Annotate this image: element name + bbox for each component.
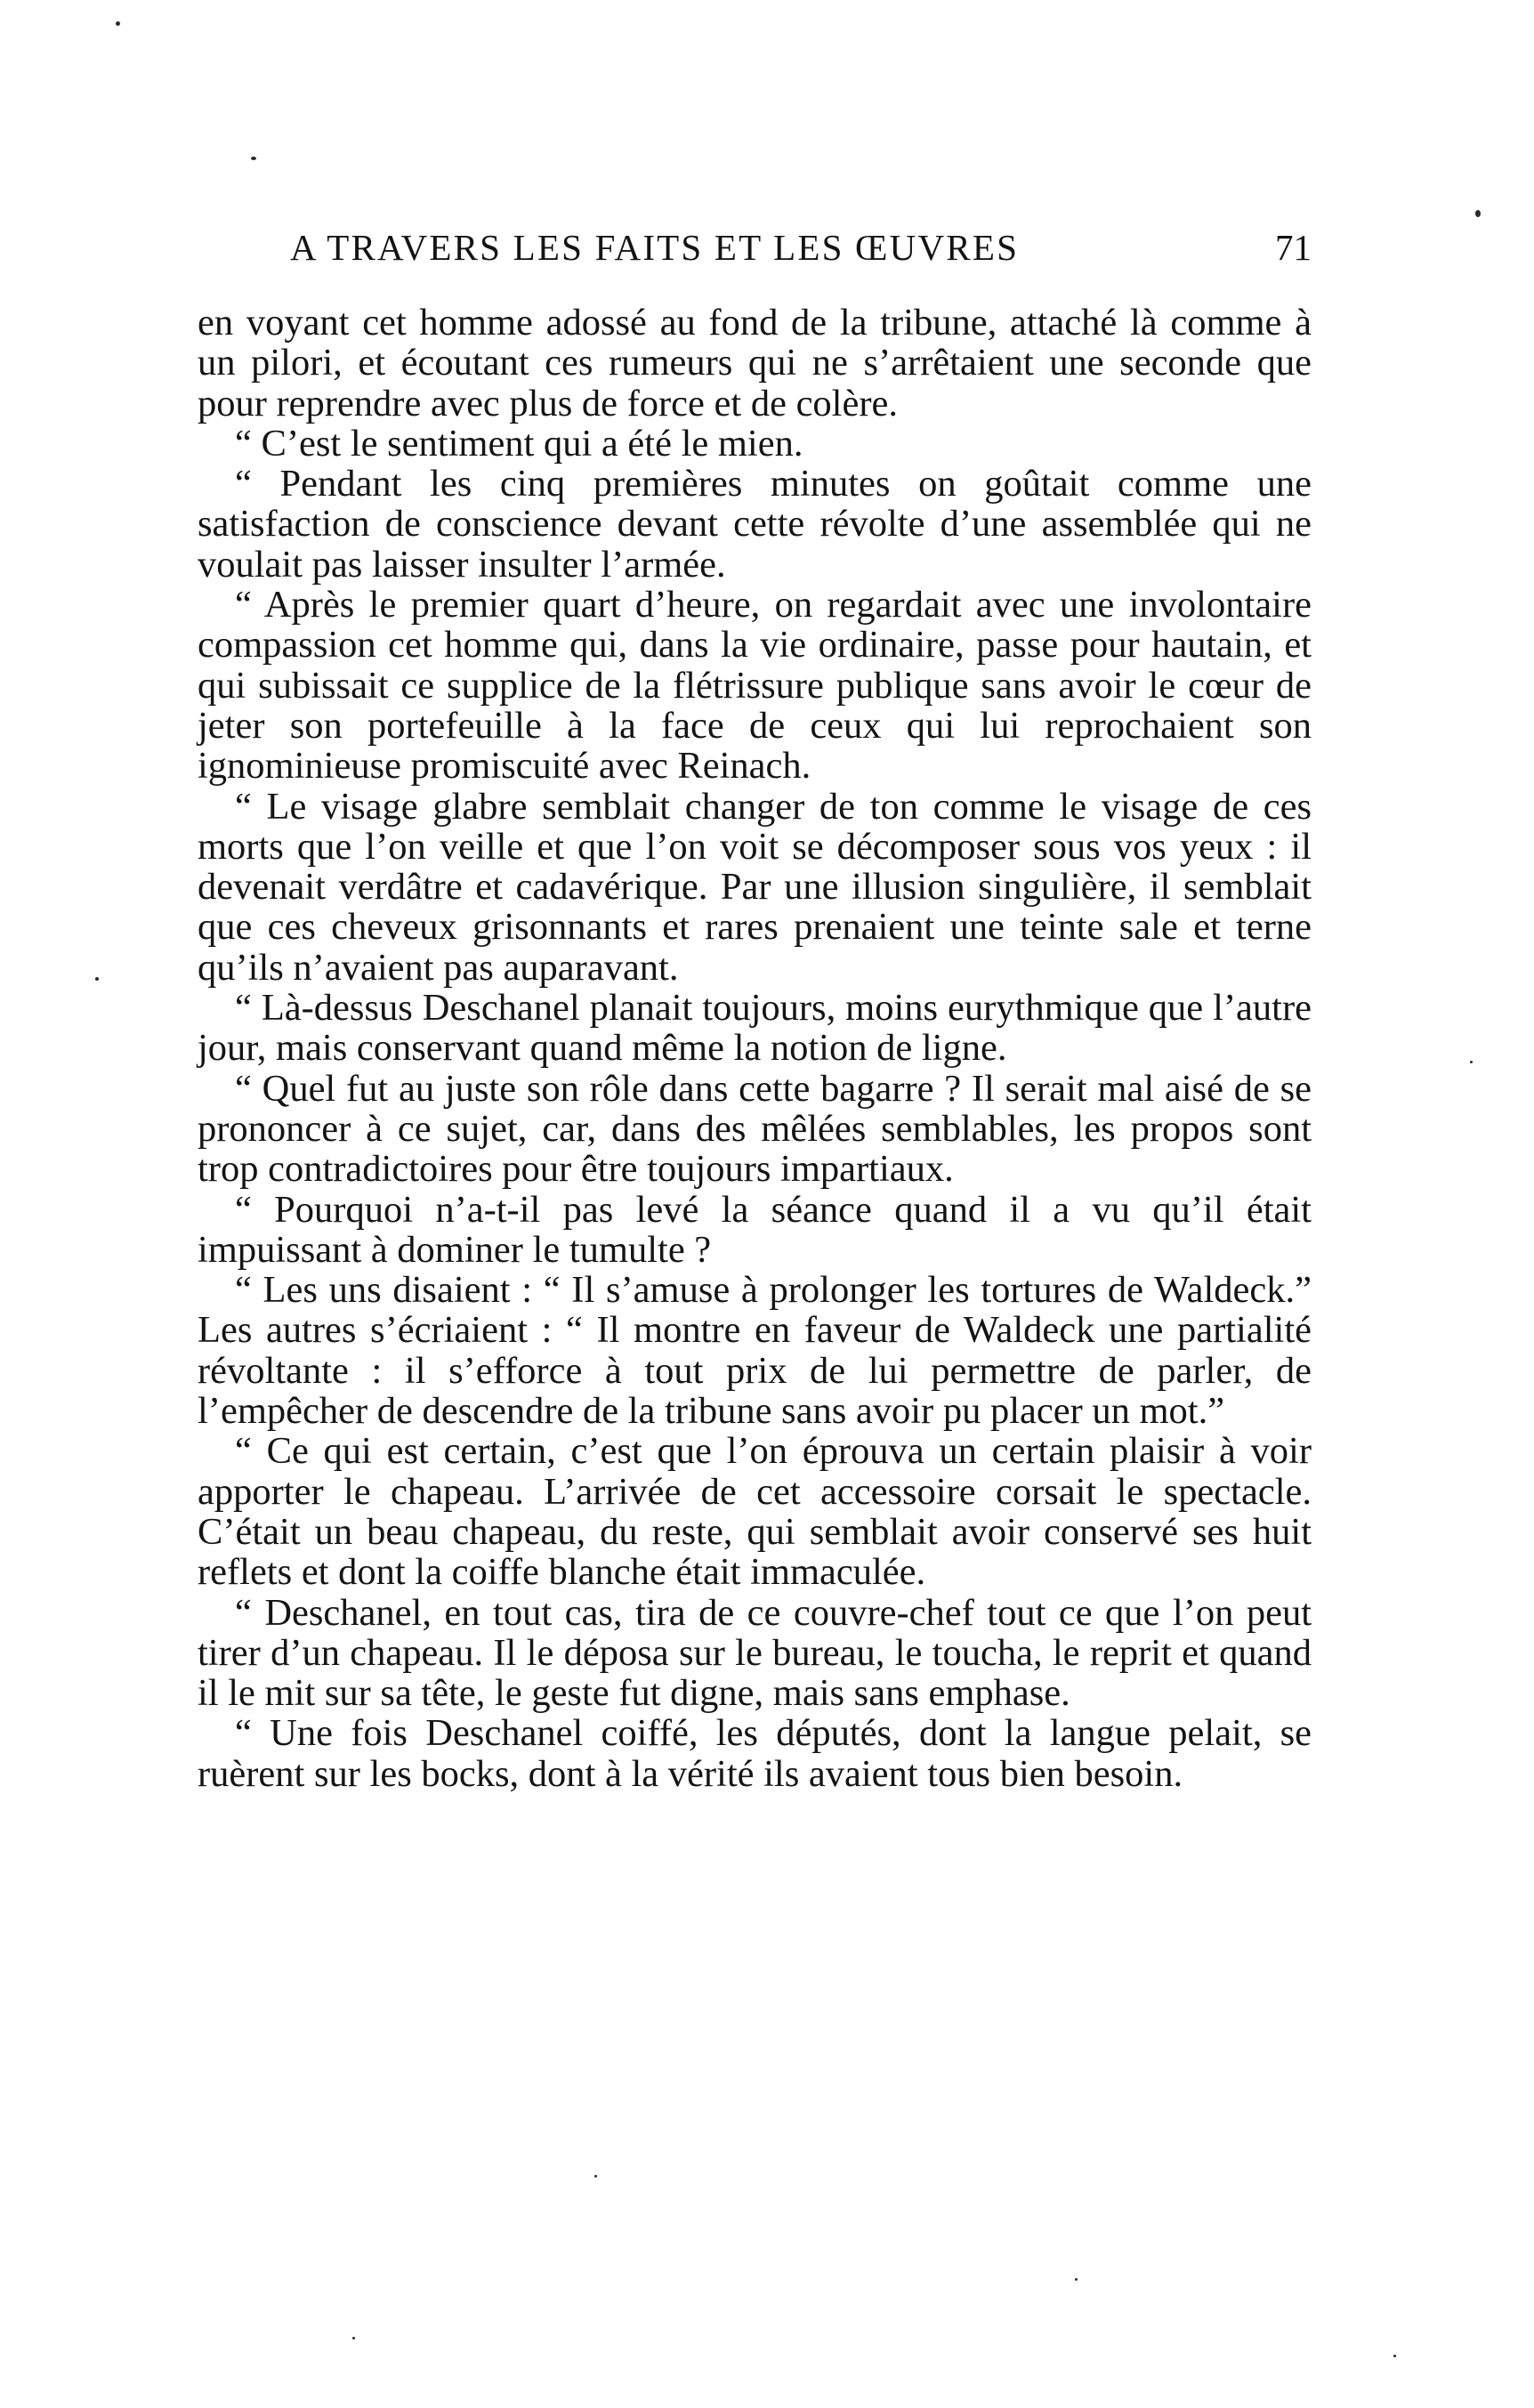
paragraph-9: “ Les uns disaient : “ Il s’amuse à prolonger les tortures de Waldeck.” Les autres s’écriaient : “ Il montre en faveur de Waldeck une partialité révoltante : il s’efforce à tout prix de lui permettre de parler, de l’empêcher de descendre de la tribune sans avoir pu placer un mot.” [198,1269,1312,1433]
scan-speck [251,157,256,160]
scan-speck [1475,210,1481,217]
paragraph-2: “ C’est le sentiment qui a été le mien. [235,422,803,465]
paragraph-3: “ Pendant les cinq premières minutes on goûtait comme une satisfaction de conscience devant cette révolte d’une assemblée qui ne voulait pas laisser insulter l’armée. [198,463,1312,586]
paragraph-11: “ Deschanel, en tout cas, tira de ce couvre-chef tout ce que l’on peut tirer d’un chapeau. Il le déposa sur le bureau, le toucha, le reprit et quand il le mit sur sa tête, le geste fut digne, mais sans emphase. [198,1591,1312,1715]
scan-speck [1393,2355,1396,2357]
scan-speck [95,977,99,981]
scan-speck [594,2175,597,2178]
paragraph-1: en voyant cet homme adossé au fond de la tribune, attaché là comme à un pilori, et écoutant ces rumeurs qui ne s’arrêtaient une seconde que pour reprendre avec plus de force et de colère. [198,302,1312,424]
paragraph-10: “ Ce qui est certain, c’est que l’on éprouva un certain plaisir à voir apporter le chapeau. L’arrivée de cet accessoire corsait le spectacle. C’était un beau chapeau, du reste, qui semblait avoir conservé ses huit reflets et dont la coiffe blanche était immaculée. [198,1430,1312,1594]
page-number: 71 [1275,227,1312,268]
paragraph-6: “ Là-dessus Deschanel planait toujours, moins eurythmique que l’autre jour, mais conservant quand même la notion de ligne. [198,987,1312,1070]
paragraph-4: “ Après le premier quart d’heure, on regardait avec une involontaire compassion cet homme qui, dans la vie ordinaire, passe pour hautain, et qui subissait ce supplice de la flétrissure publique sans avoir le cœur de jeter son portefeuille à la face de ceux qui lui reprochaient son ignominieuse promiscuité avec Reinach. [198,584,1312,788]
paragraph-12: “ Une fois Deschanel coiffé, les députés, dont la langue pelait, se ruèrent sur les bocks, dont à la vérité ils avaient tous bien besoin. [198,1712,1312,1795]
body-text [198,303,1312,1794]
paragraph-7: “ Quel fut au juste son rôle dans cette bagarre ? Il serait mal aisé de se prononcer à ce sujet, car, dans des mêlées semblables, les propos sont trop contradictoires pour être toujours impartiaux. [198,1067,1312,1191]
paragraph-8: “ Pourquoi n’a-t-il pas levé la séance quand il a vu qu’il était impuissant à dominer le tumulte ? [198,1188,1312,1271]
scan-speck [1470,1061,1473,1063]
running-head [263,221,1312,274]
scan-speck [116,21,120,26]
scan-speck [1075,2278,1078,2281]
scan-speck [352,2337,355,2339]
paragraph-5: “ Le visage glabre semblait changer de ton comme le visage de ces morts que l’on veille et que l’on voit se décomposer sous vos yeux : il devenait verdâtre et cadavérique. Par une illusion singulière, il semblait que ces cheveux grisonnants et rares prenaient une teinte sale et terne qu’ils n’avaient pas auparavant. [198,785,1312,989]
running-title: A TRAVERS LES FAITS ET LES ŒUVRES [290,227,1020,268]
